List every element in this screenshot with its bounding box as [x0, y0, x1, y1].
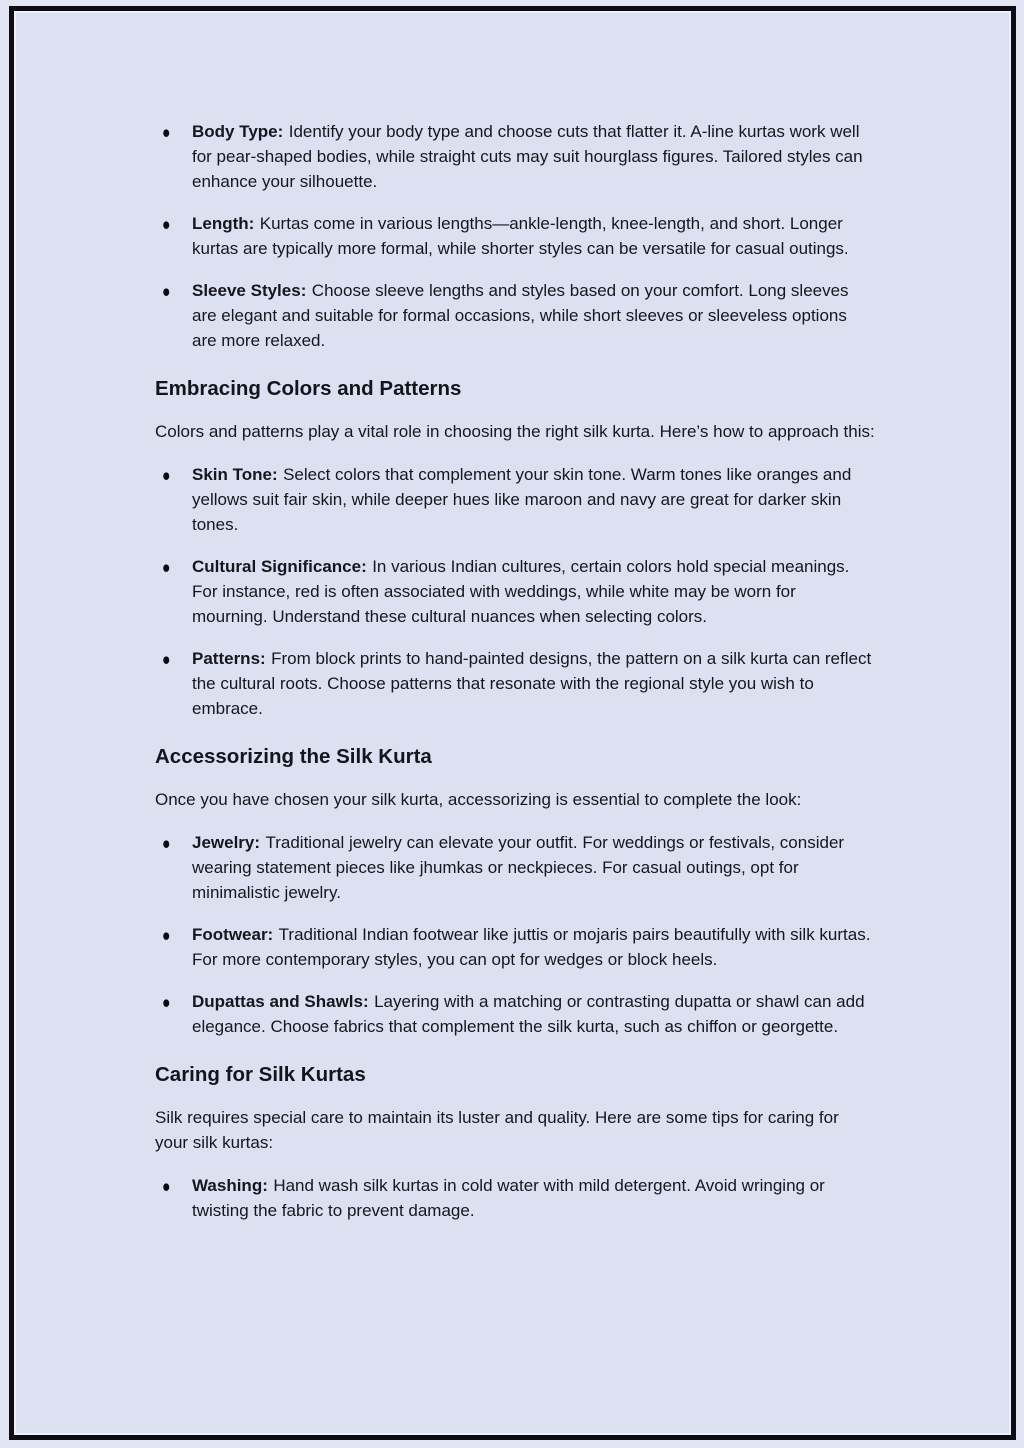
bullet-label: Patterns:: [192, 649, 266, 668]
bullet-label: Dupattas and Shawls:: [192, 992, 369, 1011]
list-item-jewelry: [155, 830, 875, 905]
accessorizing-list: [155, 830, 875, 1039]
bullet-text: Layering with a matching or contrasting dupatta or shawl can add elegance. Choose fabrics that complement the silk kurta, such as chiffon or georgette.: [192, 992, 865, 1036]
bullet-text: In various Indian cultures, certain colors hold special meanings. For instance, red is often associated with weddings, while white may be worn for mourning. Understand these cultural nuances when selecting colors.: [192, 557, 850, 626]
bullet-icon: ●: [162, 924, 171, 945]
section-intro: Colors and patterns play a vital role in choosing the right silk kurta. Here’s how to approach this:: [155, 422, 875, 441]
section-intro: Once you have chosen your silk kurta, accessorizing is essential to complete the look:: [155, 790, 802, 809]
bullet-icon: ●: [162, 213, 171, 234]
bullet-label: Washing:: [192, 1176, 268, 1195]
bullet-text: Select colors that complement your skin tone. Warm tones like oranges and yellows suit fair skin, while deeper hues like maroon and navy are great for darker skin tones.: [192, 465, 852, 534]
bullet-icon: ●: [162, 121, 171, 142]
list-item-sleeve-styles: [155, 278, 875, 353]
bullet-text: From block prints to hand-painted designs, the pattern on a silk kurta can reflect the cultural roots. Choose patterns that resonate with the regional style you wish to embrace.: [192, 649, 872, 718]
bullet-label: Skin Tone:: [192, 465, 278, 484]
bullet-icon: ●: [162, 832, 171, 853]
page-content: [155, 119, 875, 1223]
colors-patterns-list: [155, 462, 875, 721]
list-item-skin-tone: [155, 462, 875, 537]
list-item-cultural-significance: [155, 554, 875, 629]
bullet-text: Traditional Indian footwear like juttis or mojaris pairs beautifully with silk kurtas. For more contemporary styles, you can opt for wedges or block heels.: [192, 925, 871, 969]
bullet-label: Cultural Significance:: [192, 557, 367, 576]
bullet-text: Identify your body type and choose cuts that flatter it. A-line kurtas work well for pear-shaped bodies, while straight cuts may suit hourglass figures. Tailored styles can enhance your silhouette.: [192, 122, 863, 191]
bullet-label: Sleeve Styles:: [192, 281, 307, 300]
bullet-icon: ●: [162, 991, 171, 1012]
bullet-icon: ●: [162, 280, 171, 301]
bullet-label: Jewelry:: [192, 833, 261, 852]
list-item-body-type: [155, 119, 875, 194]
section-heading-caring: Caring for Silk Kurtas: [155, 1063, 366, 1086]
list-item-length: [155, 211, 875, 261]
bullet-icon: ●: [162, 648, 171, 669]
bullet-label: Body Type:: [192, 122, 284, 141]
bullet-text: Traditional jewelry can elevate your outfit. For weddings or festivals, consider wearing statement pieces like jhumkas or neckpieces. For casual outings, opt for minimalistic jewelry.: [192, 833, 845, 902]
bullet-icon: ●: [162, 1175, 171, 1196]
bullet-icon: ●: [162, 464, 171, 485]
caring-list: [155, 1173, 875, 1223]
section-heading-accessorizing: Accessorizing the Silk Kurta: [155, 745, 432, 768]
page-border-frame: [9, 6, 1016, 1440]
bullet-text: Kurtas come in various lengths—ankle-length, knee-length, and short. Longer kurtas are typically more formal, while shorter styles can be versatile for casual outings.: [192, 214, 849, 258]
list-item-patterns: [155, 646, 875, 721]
bullet-label: Footwear:: [192, 925, 274, 944]
bullet-text: Choose sleeve lengths and styles based on your comfort. Long sleeves are elegant and suitable for formal occasions, while short sleeves or sleeveless options are more relaxed.: [192, 281, 849, 350]
bullet-text: Hand wash silk kurtas in cold water with mild detergent. Avoid wringing or twisting the fabric to prevent damage.: [192, 1176, 825, 1220]
section-intro: Silk requires special care to maintain its luster and quality. Here are some tips for caring for your silk kurtas:: [155, 1108, 839, 1152]
list-item-washing: [155, 1173, 875, 1223]
section-heading-colors-patterns: Embracing Colors and Patterns: [155, 377, 462, 400]
style-tips-list: [155, 119, 875, 353]
bullet-label: Length:: [192, 214, 255, 233]
bullet-icon: ●: [162, 556, 171, 577]
list-item-dupattas-shawls: [155, 989, 875, 1039]
list-item-footwear: [155, 922, 875, 972]
